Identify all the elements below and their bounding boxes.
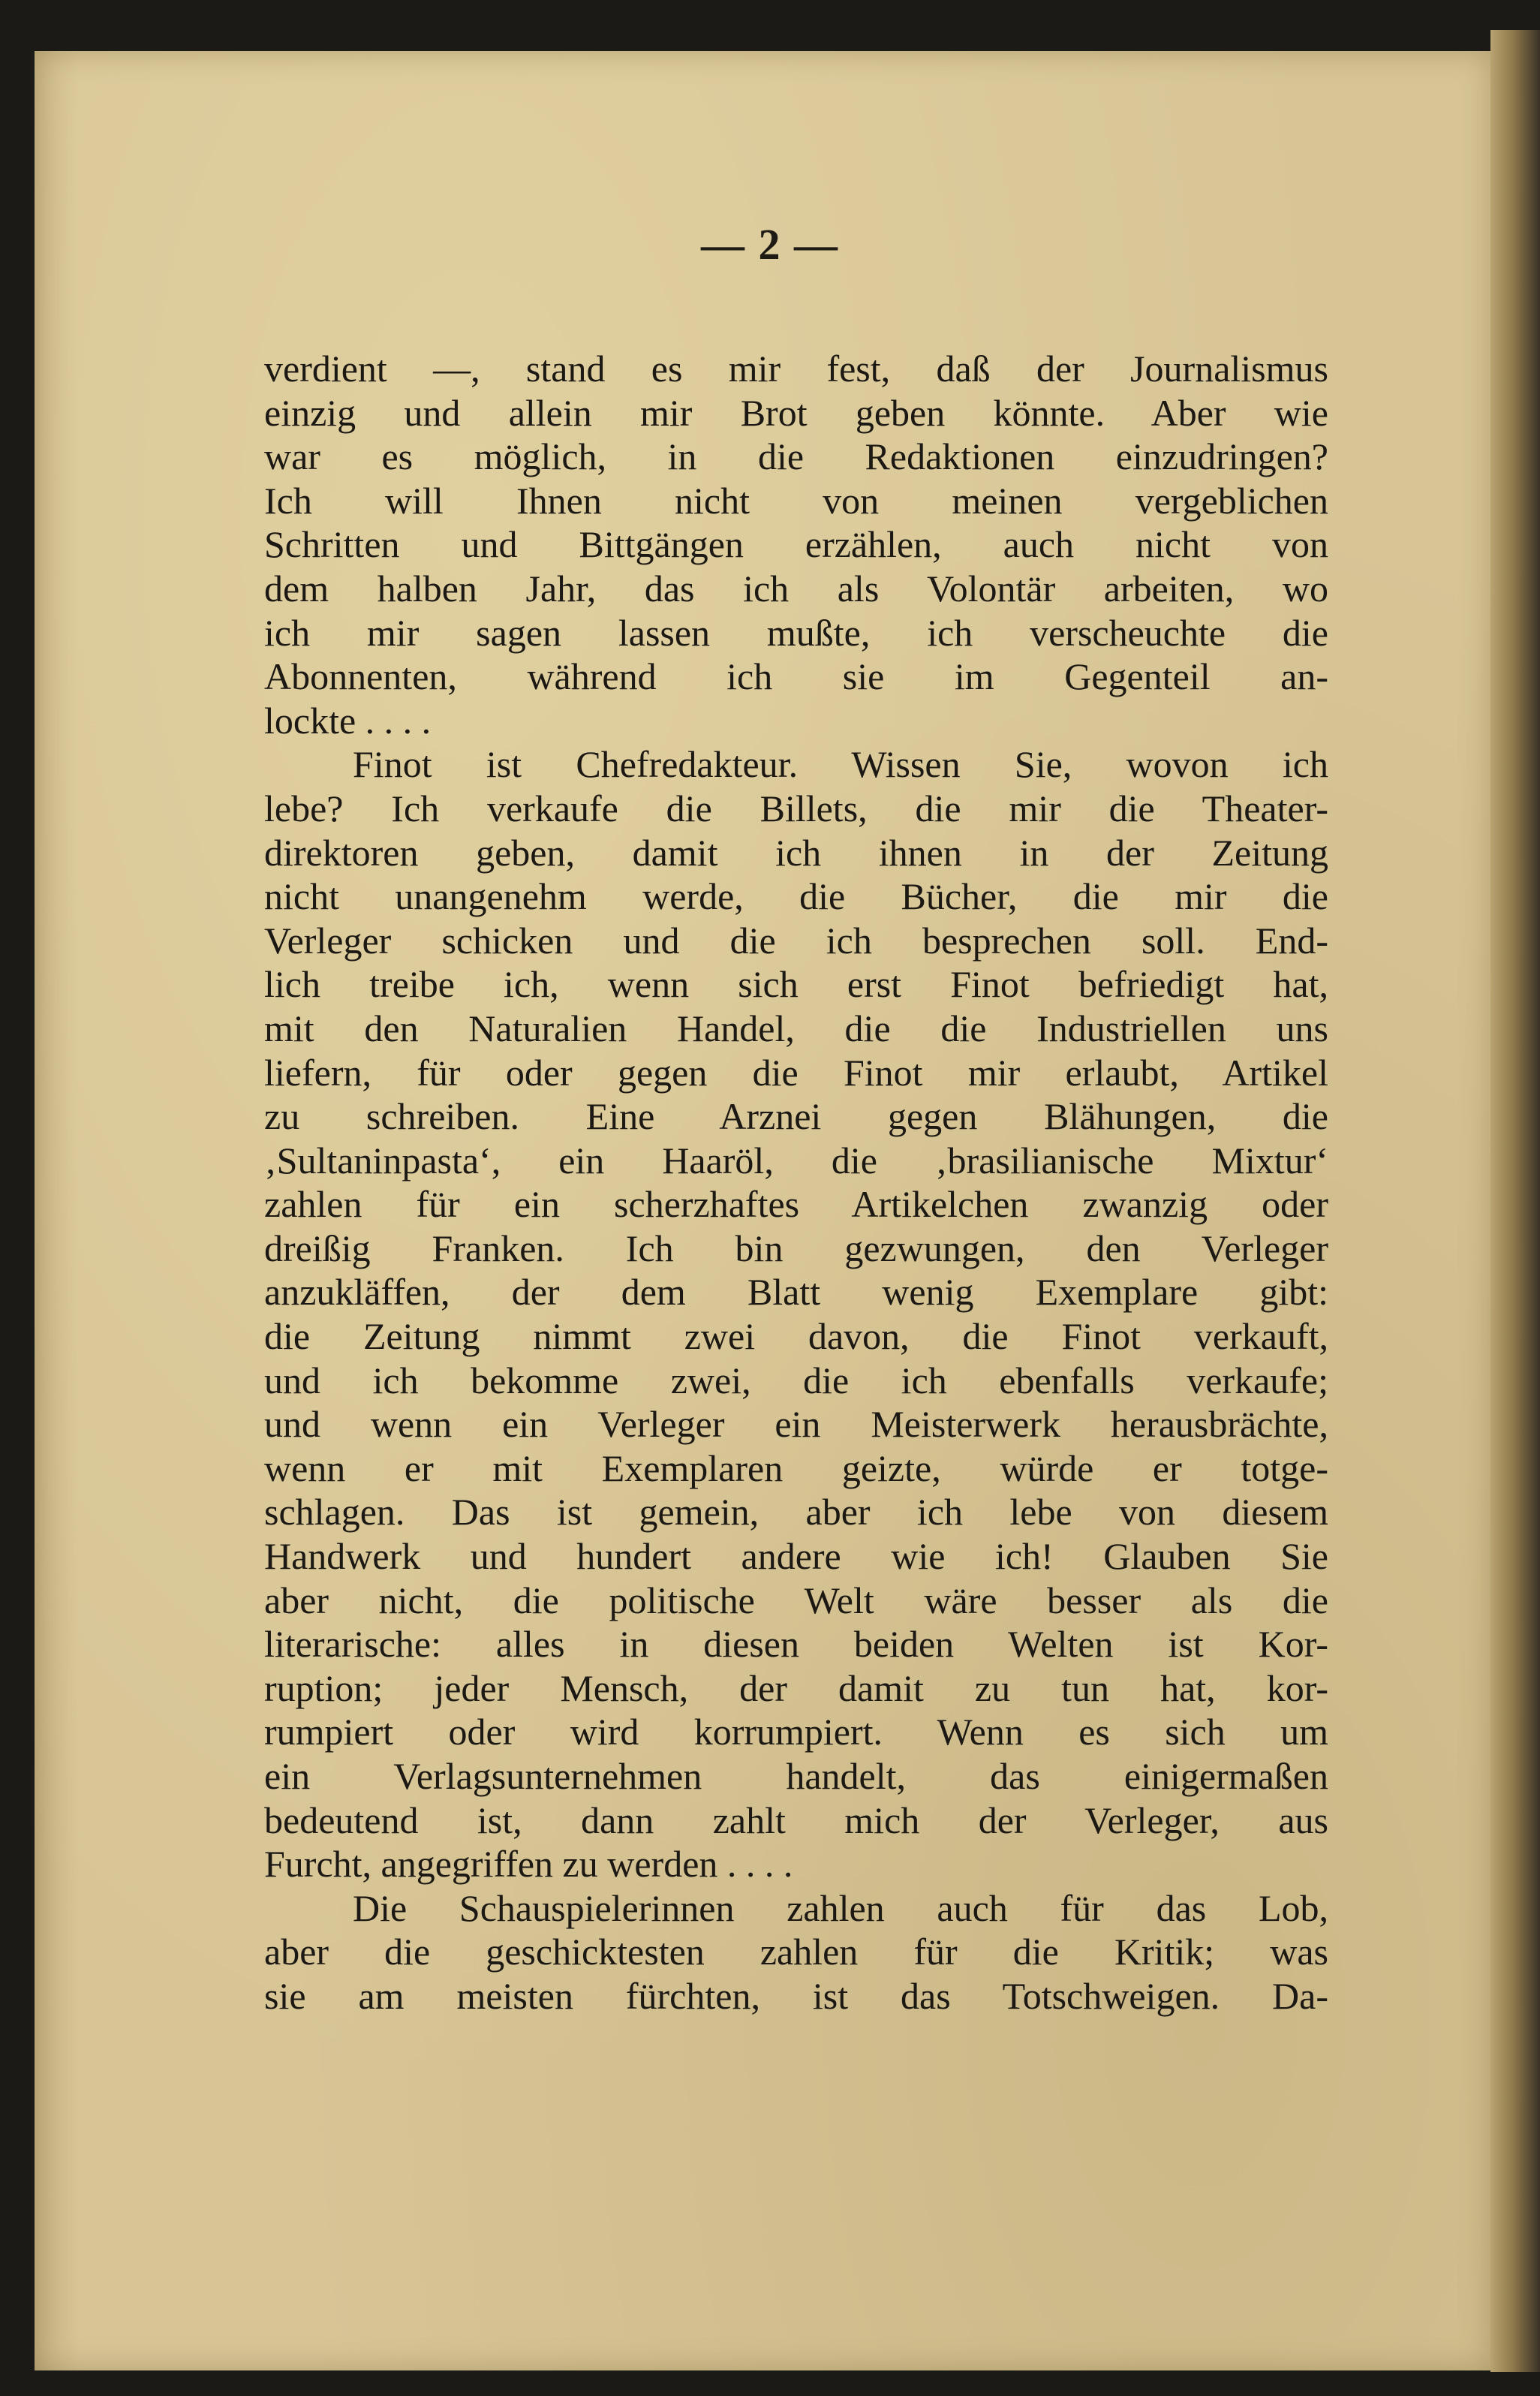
text-line: mit den Naturalien Handel, die die Industriellen uns [264, 1007, 1328, 1049]
text-line: rumpiert oder wird korrumpiert. Wenn es sich um [264, 1711, 1328, 1753]
text-line: lockte . . . . [264, 699, 432, 742]
text-line: liefern, für oder gegen die Finot mir erlaubt, Artikel [264, 1051, 1328, 1094]
text-line: bedeutend ist, dann zahlt mich der Verleger, aus [264, 1799, 1328, 1841]
text-line: ‚Sultaninpasta‘, ein Haaröl, die ‚brasilianische Mixtur‘ [264, 1139, 1328, 1181]
text-line: zu schreiben. Eine Arznei gegen Blähungen, die [264, 1095, 1328, 1138]
text-line: ruption; jeder Mensch, der damit zu tun hat, kor- [264, 1666, 1328, 1709]
text-line: aber nicht, die politische Welt wäre besser als die [264, 1579, 1328, 1621]
page-number: — 2 — [701, 220, 839, 269]
text-line: Verleger schicken und die ich besprechen soll. End- [264, 919, 1328, 962]
text-line: einzig und allein mir Brot geben könnte. Aber wie [264, 391, 1328, 434]
text-line: Schritten und Bittgängen erzählen, auch nicht von [264, 523, 1328, 566]
text-line: schlagen. Das ist gemein, aber ich lebe von diesem [264, 1491, 1328, 1534]
text-line: Handwerk und hundert andere wie ich! Glauben Sie [264, 1535, 1328, 1578]
text-line: wenn er mit Exemplaren geizte, würde er totge- [264, 1446, 1328, 1489]
text-line: lebe? Ich verkaufe die Billets, die mir die Theater- [264, 787, 1328, 829]
text-line: Die Schauspielerinnen zahlen auch für das Lob, [353, 1886, 1328, 1929]
text-line: anzukläffen, der dem Blatt wenig Exemplare gibt: [264, 1271, 1328, 1314]
text-line: Furcht, angegriffen zu werden . . . . [264, 1843, 793, 1886]
text-line: lich treibe ich, wenn sich erst Finot befriedigt hat, [264, 963, 1328, 1006]
text-line: und ich bekomme zwei, die ich ebenfalls verkaufe; [264, 1359, 1328, 1401]
text-line: ein Verlagsunternehmen handelt, das einigermaßen [264, 1755, 1328, 1797]
text-line: Ich will Ihnen nicht von meinen vergeblichen [264, 479, 1328, 522]
text-line: dreißig Franken. Ich bin gezwungen, den Verleger [264, 1227, 1328, 1269]
text-line: Finot ist Chefredakteur. Wissen Sie, wovon ich [353, 743, 1328, 786]
text-line: zahlen für ein scherzhaftes Artikelchen zwanzig oder [264, 1183, 1328, 1226]
text-line: verdient —, stand es mir fest, daß der Journalismus [264, 348, 1328, 390]
text-line: und wenn ein Verleger ein Meisterwerk herausbrächte, [264, 1403, 1328, 1446]
text-line: literarische: alles in diesen beiden Welten ist Kor- [264, 1623, 1328, 1666]
text-line: sie am meisten fürchten, ist das Totschweigen. Da- [264, 1974, 1328, 2017]
text-line: direktoren geben, damit ich ihnen in der Zeitung [264, 831, 1328, 874]
text-line: dem halben Jahr, das ich als Volontär arbeiten, wo [264, 567, 1328, 610]
book-spine-edge [1490, 30, 1540, 2372]
text-line: die Zeitung nimmt zwei davon, die Finot verkauft, [264, 1315, 1328, 1358]
text-line: Abonnenten, während ich sie im Gegenteil an- [264, 655, 1328, 698]
text-line: aber die geschicktesten zahlen für die Kritik; was [264, 1931, 1328, 1973]
text-line: war es möglich, in die Redaktionen einzudringen? [264, 435, 1328, 478]
text-line: nicht unangenehm werde, die Bücher, die mir die [264, 875, 1328, 918]
text-line: ich mir sagen lassen mußte, ich verscheuchte die [264, 611, 1328, 654]
body-text [264, 347, 1328, 2018]
